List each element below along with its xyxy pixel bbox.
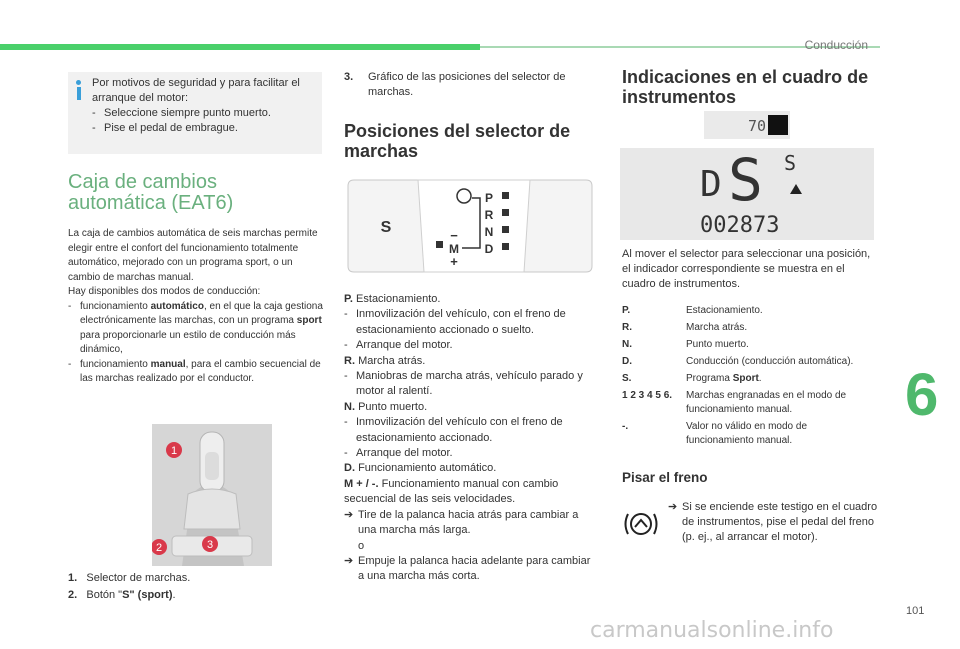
gear-lever-illustration [152, 424, 272, 566]
label-r: R [484, 208, 494, 222]
list-item: - Inmovilización del vehículo con el freno de estacionamiento accionado. [344, 416, 563, 444]
label-n: N [484, 225, 494, 239]
position-m: M + / -. Funcionamiento manual con cambio secuencial de las seis velocidades. [344, 477, 559, 506]
position-n: N. Punto muerto. [344, 400, 428, 413]
list-item: - Inmovilización del vehículo, con el freno de estacionamiento accionado o suelto. [344, 308, 566, 336]
gear-indicator: D [700, 164, 722, 205]
legend-row: 1 2 3 4 5 6. Marchas engranadas en el modo de funcionamiento manual. [622, 390, 847, 415]
info-icon [76, 80, 81, 100]
legend-row: N. Punto muerto. [622, 339, 749, 350]
mode-item-manual: - funcionamiento manual, para el cambio secuencial de las marchas realizado por el conductor. [68, 358, 321, 384]
legend-row: -. Valor no válido en modo de funcionamiento manual. [622, 421, 808, 446]
legend-row: P. Estacionamiento. [622, 305, 763, 316]
info-item: - Pise el pedal de embrague. [92, 122, 238, 134]
section-title-brake: Pisar el freno [622, 470, 708, 485]
section-title-positions: Posiciones del selector de marchas [344, 121, 571, 161]
info-box-text [92, 76, 318, 136]
brake-para: ➔ Si se enciende este testigo en el cuadro de instrumentos, pise el pedal del freno (p. ej., al arrancar el motor). [668, 501, 878, 543]
watermark: carmanualsonline.info [590, 618, 834, 643]
brake-warning-icon [621, 509, 661, 539]
info-intro: Por motivos de seguridad y para facilitar el arranque del motor: [92, 77, 300, 104]
list-item: - Maniobras de marcha atrás, vehículo parado y motor al ralentí. [344, 370, 583, 398]
legend-row: D. Conducción (conducción automática). [622, 356, 854, 367]
callout-1: 1 [170, 445, 178, 457]
label-plus: + [450, 254, 458, 269]
sport-label: S [380, 219, 392, 236]
gearbox-para-1: La caja de cambios automática de seis marchas permite elegir entre el confort del funcionamiento totalmente automático, mejorado con un programa sport, o un cambio de marchas manual. [68, 228, 318, 283]
header-accent-bar [0, 44, 480, 50]
position-r: R. Marcha atrás. [344, 354, 426, 367]
positions-list [344, 292, 596, 585]
caption-1: 1. Selector de marchas. [68, 572, 191, 584]
position-p: P. Estacionamiento. [344, 293, 441, 305]
position-d: D. Funcionamiento automático. [344, 462, 497, 475]
arrow-icon: ➔ [668, 501, 678, 513]
list-item: - Arranque del motor. [344, 447, 453, 460]
arrow-icon: ➔ [344, 554, 354, 567]
list-item: - Arranque del motor. [344, 339, 453, 352]
arrow-icon: ➔ [344, 508, 354, 521]
info-item: - Seleccione siempre punto muerto. [92, 107, 271, 119]
mode-indicator-small: S [784, 151, 797, 175]
list-item: ➔ Tire de la palanca hacia atrás para cambiar a una marcha más larga. [344, 508, 596, 539]
legend-row: R. Marcha atrás. [622, 322, 748, 333]
section-title-indications: Indicaciones en el cuadro de instrumentos [622, 67, 869, 107]
indications-legend [622, 304, 876, 451]
label-m: M [449, 242, 459, 256]
chapter-number: 6 [905, 361, 939, 428]
indications-para: Al mover el selector para seleccionar una posición, el indicador correspondiente se muestra en el cuadro de instrumentos. [622, 248, 871, 290]
instrument-display-gear [620, 148, 874, 240]
list-item: o [358, 539, 365, 552]
page-number: 101 [906, 605, 925, 617]
up-arrow-icon [790, 184, 802, 194]
section-title-gearbox: Caja de cambios automática (EAT6) [68, 171, 234, 214]
odometer: 002873 [700, 213, 780, 238]
illustration-captions [68, 570, 326, 604]
gearbox-para-2: Hay disponibles dos modos de conducción: [68, 286, 261, 297]
instrument-display-small [704, 111, 790, 139]
callout-2: 2 [155, 542, 163, 554]
svg-text:70: 70 [748, 117, 767, 135]
gearbox-description [68, 227, 326, 387]
label-p: P [484, 191, 494, 205]
label-d: D [484, 242, 494, 256]
caption-3: 3. Gráfico de las posiciones del selector de marchas. [344, 71, 566, 98]
chapter-title: Conducción [804, 38, 868, 52]
gear-selector-diagram [344, 178, 596, 274]
callout-3: 3 [206, 539, 214, 551]
mode-indicator: S [728, 148, 763, 214]
mode-item-automatic: - funcionamiento automático, en el que la caja gestiona electrónicamente las marchas, con un programa sport para proporcionarle un estilo de conducción más dinámico, [68, 300, 323, 355]
legend-row: S. Programa Sport. [622, 373, 762, 384]
label-minus: − [450, 228, 458, 243]
caption-2: 2. Botón "S" (sport). [68, 589, 176, 601]
list-item: ➔ Empuje la palanca hacia adelante para cambiar a una marcha más corta. [344, 554, 596, 585]
